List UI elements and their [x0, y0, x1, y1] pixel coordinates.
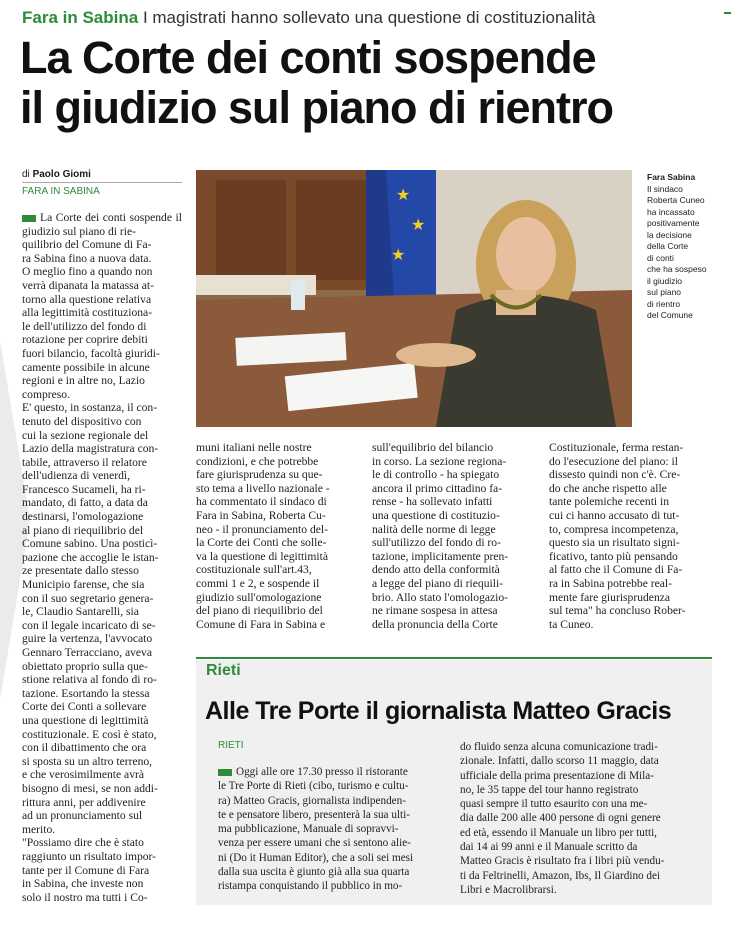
text-line: muni italiani nelle nostre — [196, 441, 312, 454]
text-line: ni (Do it Human Editor), che a soli sei mesi — [218, 851, 414, 864]
caption-line: della Corte — [647, 241, 689, 251]
caption-line: ha incassato — [647, 206, 695, 217]
text-line: bisogno di mesi, se non addi- — [22, 781, 158, 795]
text-line: ad un pronunciamento sul — [22, 809, 143, 823]
text-line: stione relativa al fondo di ro- — [22, 673, 157, 687]
text-line: commi 1 e 2, e sospende il — [196, 576, 320, 590]
text-line: al fatto che il Comune di Fa- — [549, 563, 683, 577]
caption-line: Il sindaco — [647, 183, 683, 194]
text-line: raggiunto un risultato impor- — [22, 849, 157, 863]
text-line: Oggi alle ore 17.30 presso il ristorante — [218, 765, 450, 779]
text-line: mente fare giurisprudenza — [549, 590, 671, 604]
text-line: pazione che accoglie le istan- — [22, 550, 159, 564]
text-line: venza per essere umani che si sentono alie- — [218, 837, 411, 850]
text-line: do l'esecuzione del piano: il — [549, 454, 678, 468]
text-line: della pronuncia della Corte — [372, 617, 498, 631]
text-line: Lazio della magistratura con- — [22, 442, 159, 456]
article-column-3 — [372, 441, 532, 631]
text-line: dendo atto della conformità — [372, 563, 500, 577]
text-line: fuori bilancio, facoltà giuridi- — [22, 346, 160, 360]
caption-line: del Comune — [647, 310, 693, 320]
text-line: ta Cuneo. — [549, 617, 594, 631]
photo-caption — [647, 172, 725, 322]
caption-title: Fara Sabina — [647, 172, 696, 182]
article-column-1 — [22, 211, 182, 904]
text-line: ma pubblicazione, Manuale di sopravvi- — [218, 823, 399, 836]
text-line: Comune di Fara in Sabina e — [196, 617, 326, 631]
text-line: fare giurisprudenza su que- — [196, 468, 323, 482]
text-line: condizioni, e che potrebbe — [196, 454, 319, 468]
headline — [20, 33, 720, 133]
text-line: rotazione per coprire debiti — [22, 333, 148, 347]
text-line: neo - il pronunciamento del- — [196, 522, 328, 536]
text-line: Fara in Sabina, Roberta Cu- — [196, 508, 326, 522]
text-line: dissesto quindi non c'è. Cre- — [549, 468, 681, 482]
caption-line: che ha sospeso — [647, 264, 707, 274]
article2-column-1 — [218, 765, 450, 894]
text-line: camente possibile in alcune — [22, 360, 150, 374]
text-line: dalla sua uscita è giunto già alla sua quarta — [218, 866, 410, 879]
text-line: con il suo segretario genera- — [22, 591, 154, 605]
text-line: con il dibattimento che ora — [22, 741, 147, 755]
text-line: Libri e Macrolibrarsi. — [460, 883, 557, 896]
byline-prefix: di — [22, 169, 30, 180]
text-line: destinarsi, l'omologazione — [22, 510, 144, 524]
text-line: dai 14 ai 99 anni e il Manuale scritto da — [460, 841, 638, 854]
article2-section: Rieti — [206, 662, 241, 679]
text-line: alla legittimità costituziona- — [22, 306, 153, 320]
byline-author: Paolo Giomi — [32, 169, 91, 180]
text-line: Francesco Sucameli, ha ri- — [22, 482, 146, 496]
text-line: do fluido senza alcuna comunicazione tradi- — [460, 741, 658, 753]
headline-line-2: il giudizio sul piano di rientro — [20, 82, 613, 133]
caption-line: Roberta Cuneo — [647, 195, 705, 205]
text-line: sull'utilizzo del fondo di ro- — [372, 536, 501, 550]
text-line: questo sia un risultato signi- — [549, 536, 680, 550]
caption-line: positivamente — [647, 218, 700, 228]
text-line: costituzionale. E così è stato, — [22, 727, 157, 741]
text-line: nalità delle norme di legge — [372, 522, 496, 536]
headline-line-1: La Corte dei conti sospende — [20, 32, 596, 83]
text-line: tante polemiche recenti in — [549, 495, 670, 509]
text-line: costituzionale sull'art.43, — [196, 563, 312, 577]
text-line: tabile, attraverso il relatore — [22, 455, 147, 469]
text-line: ancora il primo cittadino fa- — [372, 481, 503, 495]
text-line: e che verosimilmente avrà — [22, 768, 145, 782]
article2-headline: Alle Tre Porte il giornalista Matteo Gracis — [205, 697, 672, 725]
kicker-place: Fara in Sabina — [22, 8, 139, 27]
text-line: cui ci hanno accusato di tut- — [549, 508, 680, 522]
text-line: to, compresa incompetenza, — [549, 522, 679, 536]
text-line: va la questione di legittimità — [196, 549, 329, 563]
svg-text:★: ★ — [411, 215, 426, 234]
text-line: le di controllo - ha spiegato — [372, 468, 500, 482]
text-line: al piano di riequilibrio del — [22, 523, 144, 537]
photo-mayor — [196, 170, 632, 427]
kicker-text: I magistrati hanno sollevato una questione di costituzionalità — [142, 8, 596, 27]
text-line: quasi sempre il tutto esaurito con una me- — [460, 798, 648, 811]
paragraph-marker — [22, 215, 36, 222]
kicker — [22, 8, 596, 28]
text-line: la Corte dei Conti che solle- — [196, 536, 327, 550]
text-line: dia dalle 200 alle 400 persone di ogni genere — [460, 812, 661, 825]
text-line: rense - ha sollevato infatti — [372, 495, 493, 509]
text-line: Costituzionale, ferma restan- — [549, 441, 684, 454]
text-line: in corso. La sezione regiona- — [372, 454, 507, 468]
byline-divider — [22, 182, 182, 183]
svg-text:★: ★ — [391, 245, 406, 264]
text-line: compreso. — [22, 387, 70, 401]
text-line: ficativo, tanto più pensando — [549, 549, 678, 563]
text-line: tazione, implicitamente pren- — [372, 549, 509, 563]
text-line: O meglio fino a quando non — [22, 265, 153, 279]
text-line: dell'udienza di venerdì, — [22, 469, 131, 483]
text-line: ha commentato il sindaco di — [196, 495, 327, 509]
text-line: merito. — [22, 822, 56, 836]
text-line: Comune sabino. Una posticì- — [22, 537, 158, 551]
section-tag: FARA IN SABINA — [22, 186, 100, 197]
text-line: una questione di legittimità — [22, 713, 149, 727]
text-line: le dell'utilizzo del fondo di — [22, 319, 147, 333]
text-line: guire la vertenza, l'avvocato — [22, 632, 153, 646]
text-line: regioni e in altre no, Lazio — [22, 374, 145, 388]
text-line: Matteo Gracis è risultato fra i libri più vendu- — [460, 855, 665, 868]
text-line: sul tema" ha concluso Rober- — [549, 604, 686, 618]
article-column-4 — [549, 441, 709, 631]
text-line: in Sabina, che investe non — [22, 877, 144, 891]
text-line: tenuto del dispositivo con — [22, 414, 142, 428]
text-line: mandato, di fatto, a data da — [22, 496, 148, 510]
page-shadow — [0, 340, 30, 700]
article2-column-2 — [460, 740, 700, 897]
text-line: ti da Feltrinelli, Amazon, Ibs, Il Giardino dei — [460, 869, 661, 882]
text-line: ra in Sabina potrebbe real- — [549, 576, 672, 590]
corner-mark — [724, 12, 731, 14]
text-line: E' questo, in sostanza, il con- — [22, 401, 158, 415]
text-line: ra) Matteo Gracis, giornalista indipenden- — [218, 794, 406, 807]
text-line: te e pensatore libero, presenterà la sua ulti- — [218, 808, 410, 821]
text-line: si sposta su un altro terreno, — [22, 754, 153, 768]
text-line: una questione di costituzio- — [372, 508, 500, 522]
text-line: "Possiamo dire che è stato — [22, 836, 144, 850]
text-line: ufficiale della prima presentazione di Mila- — [460, 769, 654, 782]
text-line: le, Claudio Santarelli, sia — [22, 605, 139, 619]
text-line: quilibrio del Comune di Fa- — [22, 238, 152, 252]
text-line: Municipio farense, che sia — [22, 578, 145, 592]
text-line: obiettato proprio sulla que- — [22, 659, 148, 673]
text-line: no, le 35 tappe del tour hanno registrato — [460, 783, 639, 796]
text-line: con il legale incaricato di se- — [22, 618, 156, 632]
svg-text:★: ★ — [396, 185, 411, 204]
text-line: ze presentate dallo stesso — [22, 564, 139, 578]
article2-tag: RIETI — [218, 740, 244, 751]
text-line: torno alla questione relativa — [22, 292, 152, 306]
text-line: le Tre Porte di Rieti (cibo, turismo e cultu- — [218, 780, 409, 793]
text-line: ra Sabina fino a nuova data. — [22, 251, 152, 265]
caption-line: la decisione — [647, 229, 692, 240]
text-line: verrà dipanata la matassa at- — [22, 278, 154, 292]
text-line: del piano di riequilibrio del — [196, 604, 323, 618]
text-line: brio. Allo stato l'omologazio- — [372, 590, 509, 604]
text-line: ed età, essendo il Manuale un libro per tutti, — [460, 826, 657, 839]
text-line: a legge del piano di riequili- — [372, 576, 504, 590]
byline — [22, 169, 91, 180]
text-line: tazione. Esortando la stessa — [22, 686, 150, 700]
caption-line: il giudizio — [647, 275, 682, 286]
text-line: zionale. Infatti, dallo scorso 11 maggio, data — [460, 755, 659, 768]
text-line: Gennaro Terracciano, aveva — [22, 646, 152, 659]
text-line: ristampa conquistando il pubblico in mo- — [218, 880, 403, 893]
photo-illustration — [196, 170, 632, 427]
text-line: ne rimane sospesa in attesa — [372, 604, 498, 618]
text-line: sto tema a livello nazionale - — [196, 481, 330, 495]
caption-line: di conti — [647, 252, 674, 263]
text-line: rittura anni, per addivenire — [22, 795, 146, 809]
text-line: tante per il Comune di Fara — [22, 863, 150, 877]
text-line: cui la sezione regionale del — [22, 428, 149, 442]
caption-body — [647, 184, 725, 322]
caption-line: sul piano — [647, 287, 682, 297]
text-line: giudizio sull'omologazione — [196, 590, 322, 604]
text-line: sull'equilibrio del bilancio — [372, 441, 494, 454]
text-line: solo il nostro ma tutti i Co- — [22, 890, 148, 904]
text-line: Corte dei Conti a sollevare — [22, 700, 147, 714]
paragraph-marker — [218, 769, 232, 776]
text-line: La Corte dei conti sospende il giudizio sul piano di rie- — [22, 211, 182, 238]
text-line: do che anche rispetto alle — [549, 481, 667, 495]
section-divider — [196, 657, 712, 659]
article-column-2 — [196, 441, 352, 631]
caption-line: di rientro — [647, 298, 681, 309]
